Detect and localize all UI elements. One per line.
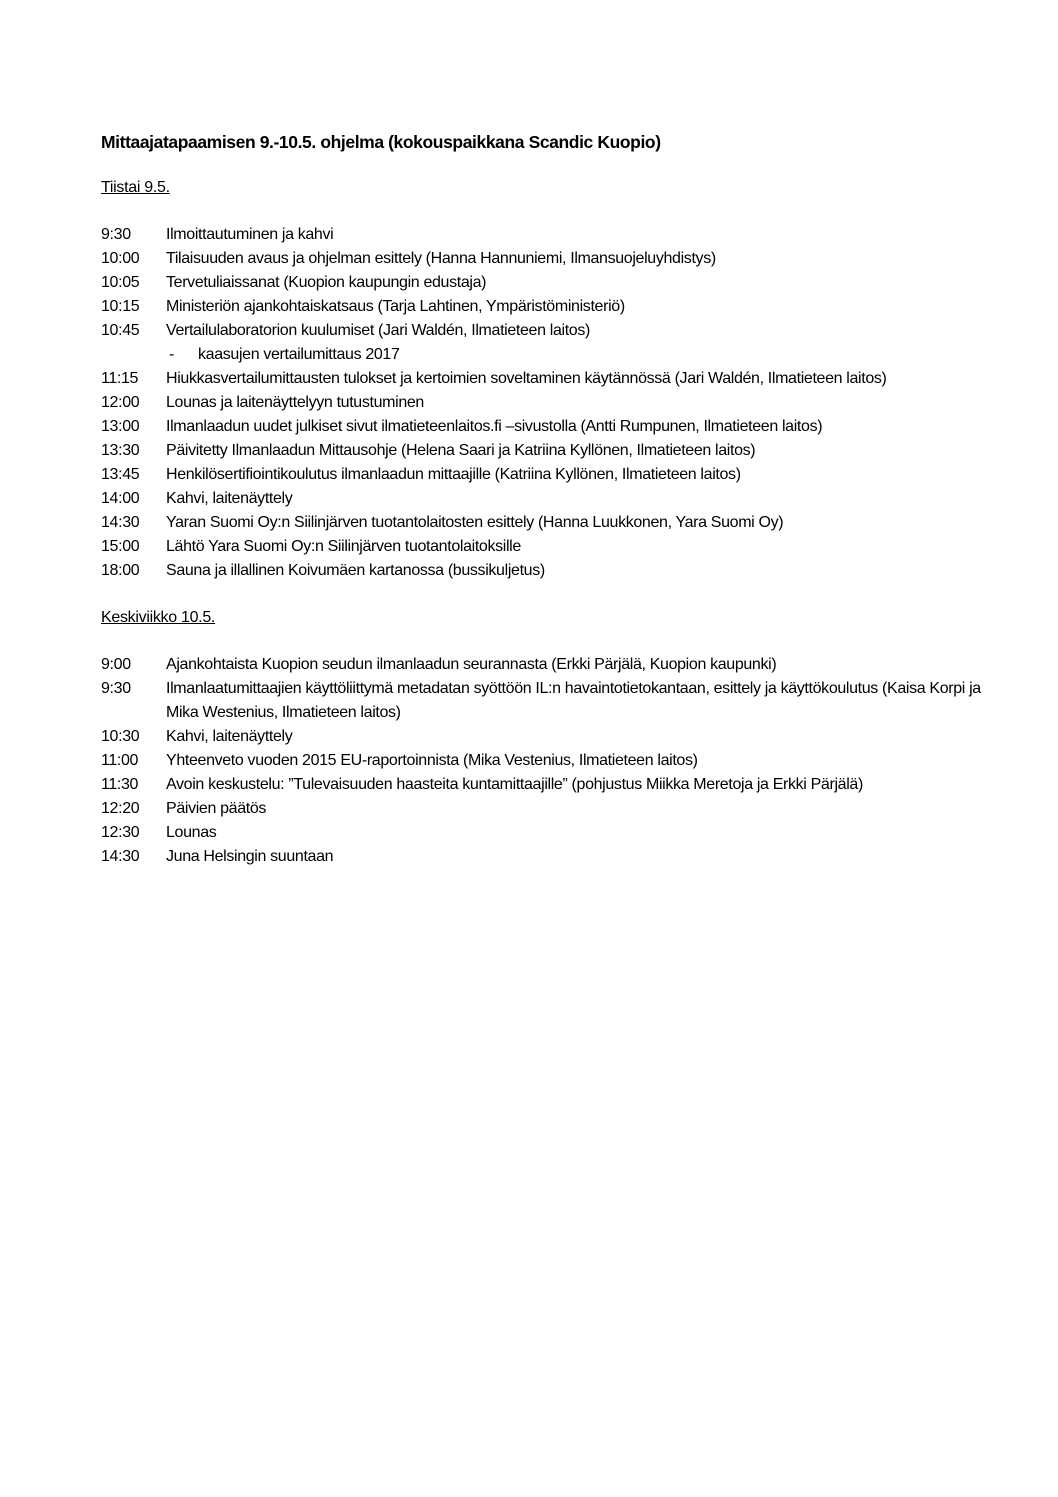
row-text: Lounas [166,824,217,841]
row-time: 12:20 [101,800,140,817]
row-time: 15:00 [101,538,140,555]
row-time: 12:30 [101,824,140,841]
row-time: 12:00 [101,394,140,411]
row-text: Ministeriön ajankohtaiskatsaus (Tarja Lahtinen, Ympäristöministeriö) [166,298,625,315]
row-text: Vertailulaboratorion kuulumiset (Jari Waldén, Ilmatieteen laitos) [166,322,590,339]
row-text: Yaran Suomi Oy:n Siilinjärven tuotantolaitosten esittely (Hanna Luukkonen, Yara Suomi Oy) [166,514,784,531]
row-text: Ilmanlaadun uudet julkiset sivut ilmatieteenlaitos.fi –sivustolla (Antti Rumpunen, Ilmatieteen laitos) [166,418,823,435]
row-text: Kahvi, laitenäyttely [166,728,293,745]
row-text: Ilmanlaatumittaajien käyttöliittymä metadatan syöttöön IL:n havaintotietokantaan, esittely ja käyttökoulutus (Kaisa Korpi ja Mika Westenius, Ilmatieteen laitos) [166,680,981,721]
day-heading-wednesday: Keskiviikko 10.5. [101,609,216,626]
row-time: 13:30 [101,442,140,459]
schedule-row [101,677,981,725]
document-page [101,130,981,869]
schedule-row [101,725,981,749]
day-heading-tuesday: Tiistai 9.5. [101,179,170,196]
row-text: Juna Helsingin suuntaan [166,848,334,865]
row-text: Hiukkasvertailumittausten tulokset ja kertoimien soveltaminen käytännössä (Jari Waldén, Ilmatieteen laitos) [166,370,887,387]
schedule-row [101,295,981,319]
schedule-tuesday [101,223,981,583]
schedule-row [101,797,981,821]
schedule-wednesday [101,653,981,869]
row-time: 13:45 [101,466,140,483]
schedule-row [101,439,981,463]
schedule-sub-item [101,343,981,367]
row-time: 18:00 [101,562,140,579]
schedule-row [101,247,981,271]
row-text: Avoin keskustelu: ”Tulevaisuuden haasteita kuntamittaajille” (pohjustus Miikka Meretoja ja Erkki Pärjälä) [166,776,863,793]
row-text: Sauna ja illallinen Koivumäen kartanossa (bussikuljetus) [166,562,545,579]
row-time: 11:15 [101,370,139,387]
row-time: 11:30 [101,776,139,793]
row-time: 14:30 [101,848,140,865]
row-time: 10:15 [101,298,140,315]
row-time: 9:30 [101,226,131,243]
schedule-row [101,535,981,559]
row-text: Ilmoittautuminen ja kahvi [166,226,334,243]
schedule-row [101,415,981,439]
row-text: Päivien päätös [166,800,267,817]
row-text: Lounas ja laitenäyttelyyn tutustuminen [166,394,424,411]
schedule-row [101,463,981,487]
row-text: Henkilösertifiointikoulutus ilmanlaadun mittaajille (Katriina Kyllönen, Ilmatieteen laitos) [166,466,741,483]
document-title: Mittaajatapaamisen 9.-10.5. ohjelma (kokouspaikkana Scandic Kuopio) [101,132,661,152]
schedule-row [101,271,981,295]
schedule-row [101,845,981,869]
schedule-row [101,559,981,583]
schedule-row [101,773,981,797]
row-text: Ajankohtaista Kuopion seudun ilmanlaadun seurannasta (Erkki Pärjälä, Kuopion kaupunki) [166,656,777,673]
row-time: 11:00 [101,752,139,769]
schedule-row [101,821,981,845]
bullet-dash-icon: - [169,346,174,363]
schedule-row [101,319,981,343]
row-time: 9:00 [101,656,131,673]
row-time: 14:30 [101,514,140,531]
row-text: Päivitetty Ilmanlaadun Mittausohje (Helena Saari ja Katriina Kyllönen, Ilmatieteen laitos) [166,442,756,459]
schedule-row [101,653,981,677]
schedule-row [101,487,981,511]
schedule-row [101,367,981,391]
row-time: 10:30 [101,728,140,745]
schedule-row [101,391,981,415]
row-text: Lähtö Yara Suomi Oy:n Siilinjärven tuotantolaitoksille [166,538,521,555]
row-time: 10:05 [101,274,140,291]
row-time: 13:00 [101,418,140,435]
row-text: Kahvi, laitenäyttely [166,490,293,507]
row-time: 10:45 [101,322,140,339]
schedule-row [101,223,981,247]
row-time: 14:00 [101,490,140,507]
row-text: Tervetuliaissanat (Kuopion kaupungin edustaja) [166,274,487,291]
row-time: 9:30 [101,680,131,697]
schedule-row [101,511,981,535]
row-time: 10:00 [101,250,140,267]
sub-item-text: kaasujen vertailumittaus 2017 [198,346,400,363]
row-text: Yhteenveto vuoden 2015 EU-raportoinnista (Mika Vestenius, Ilmatieteen laitos) [166,752,698,769]
row-text: Tilaisuuden avaus ja ohjelman esittely (Hanna Hannuniemi, Ilmansuojeluyhdistys) [166,250,716,267]
schedule-row [101,749,981,773]
